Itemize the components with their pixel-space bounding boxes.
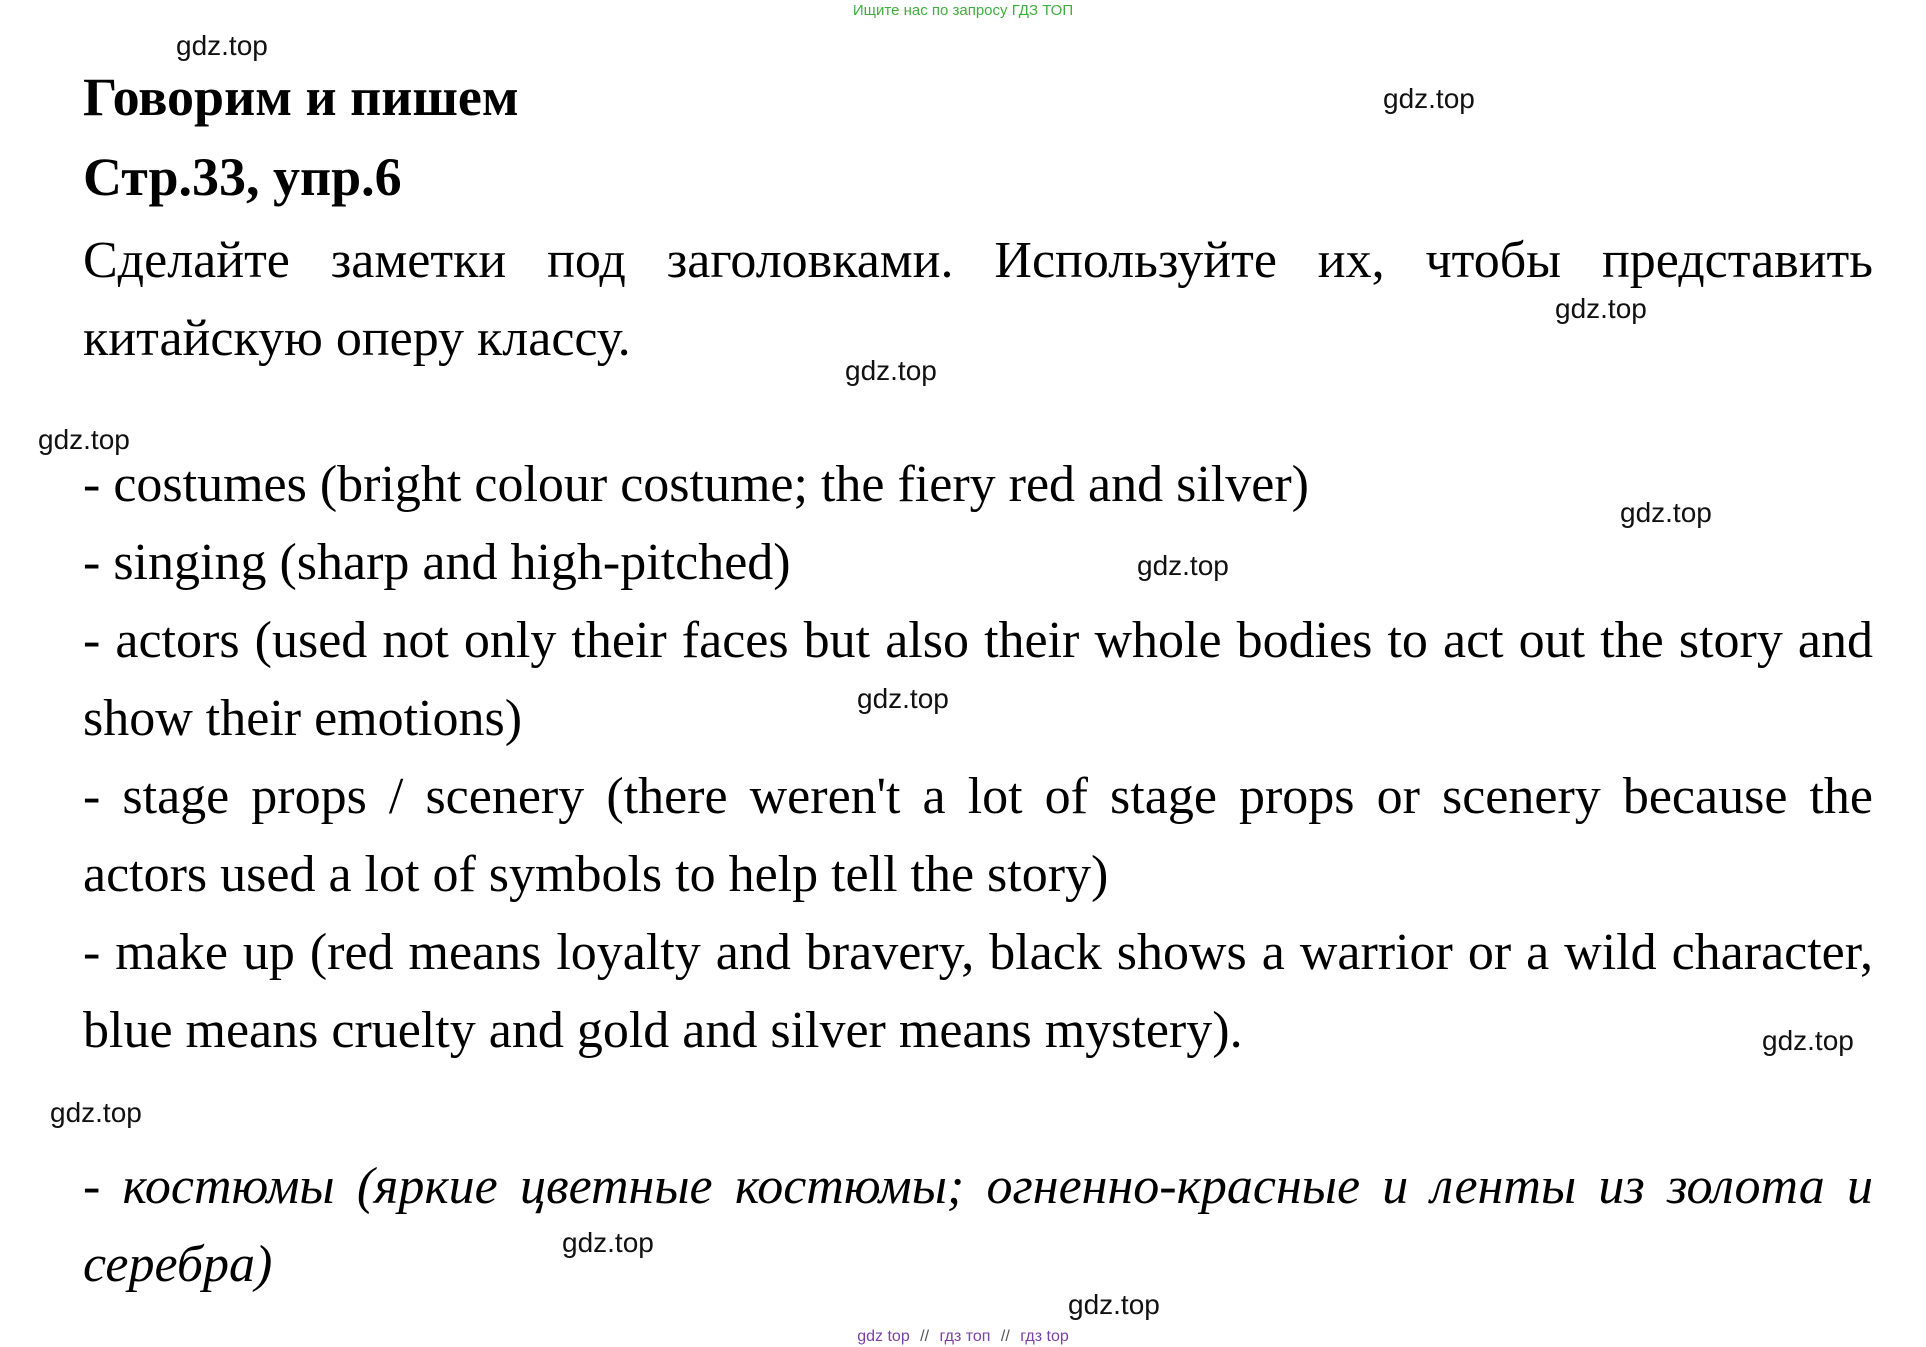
translation-list [83, 1148, 1873, 1304]
watermark: gdz.top [845, 355, 937, 386]
footer-link[interactable]: gdz top [857, 1328, 910, 1345]
watermark: gdz.top [1555, 293, 1647, 324]
watermark: gdz.top [857, 683, 949, 714]
watermark: gdz.top [1383, 83, 1475, 114]
watermark: gdz.top [1762, 1025, 1854, 1056]
task-instruction: Сделайте заметки под заголовками. Используйте их, чтобы представить китайскую оперу классу. [83, 232, 1873, 367]
watermark: gdz.top [1620, 497, 1712, 528]
answer-costumes: - costumes (bright colour costume; the fiery red and silver) [83, 456, 1309, 513]
answer-singing: - singing (sharp and high-pitched) [83, 534, 791, 591]
watermark: gdz.top [1068, 1289, 1160, 1320]
top-banner[interactable]: Ищите нас по запросу ГДЗ ТОП [852, 2, 1074, 19]
exercise-reference: Стр.33, упр.6 [83, 147, 402, 207]
footer-links [0, 1328, 1926, 1346]
watermark: gdz.top [1137, 550, 1229, 581]
watermark: gdz.top [50, 1097, 142, 1128]
watermark: gdz.top [176, 30, 268, 61]
footer-separator: // [920, 1328, 930, 1345]
watermark: gdz.top [38, 424, 130, 455]
section-title: Говорим и пишем [83, 67, 519, 127]
footer-link[interactable]: гдз top [1020, 1328, 1069, 1345]
answer-make-up: - make up (red means loyalty and bravery, black shows a warrior or a wild character, blue means cruelty and gold and silver means mystery). [83, 924, 1873, 1059]
translation-costumes: - костюмы (яркие цветные костюмы; огненно-красные и ленты из золота и серебра) [83, 1158, 1873, 1293]
answer-list [83, 446, 1873, 1070]
answer-actors: - actors (used not only their faces but also their whole bodies to act out the story and show their emotions) [83, 612, 1873, 747]
watermark: gdz.top [562, 1227, 654, 1258]
footer-link[interactable]: гдз топ [939, 1328, 991, 1345]
answer-stage-props: - stage props / scenery (there weren't a lot of stage props or scenery because the actors used a lot of symbols to help tell the story) [83, 768, 1873, 903]
footer-separator: // [1000, 1328, 1010, 1345]
